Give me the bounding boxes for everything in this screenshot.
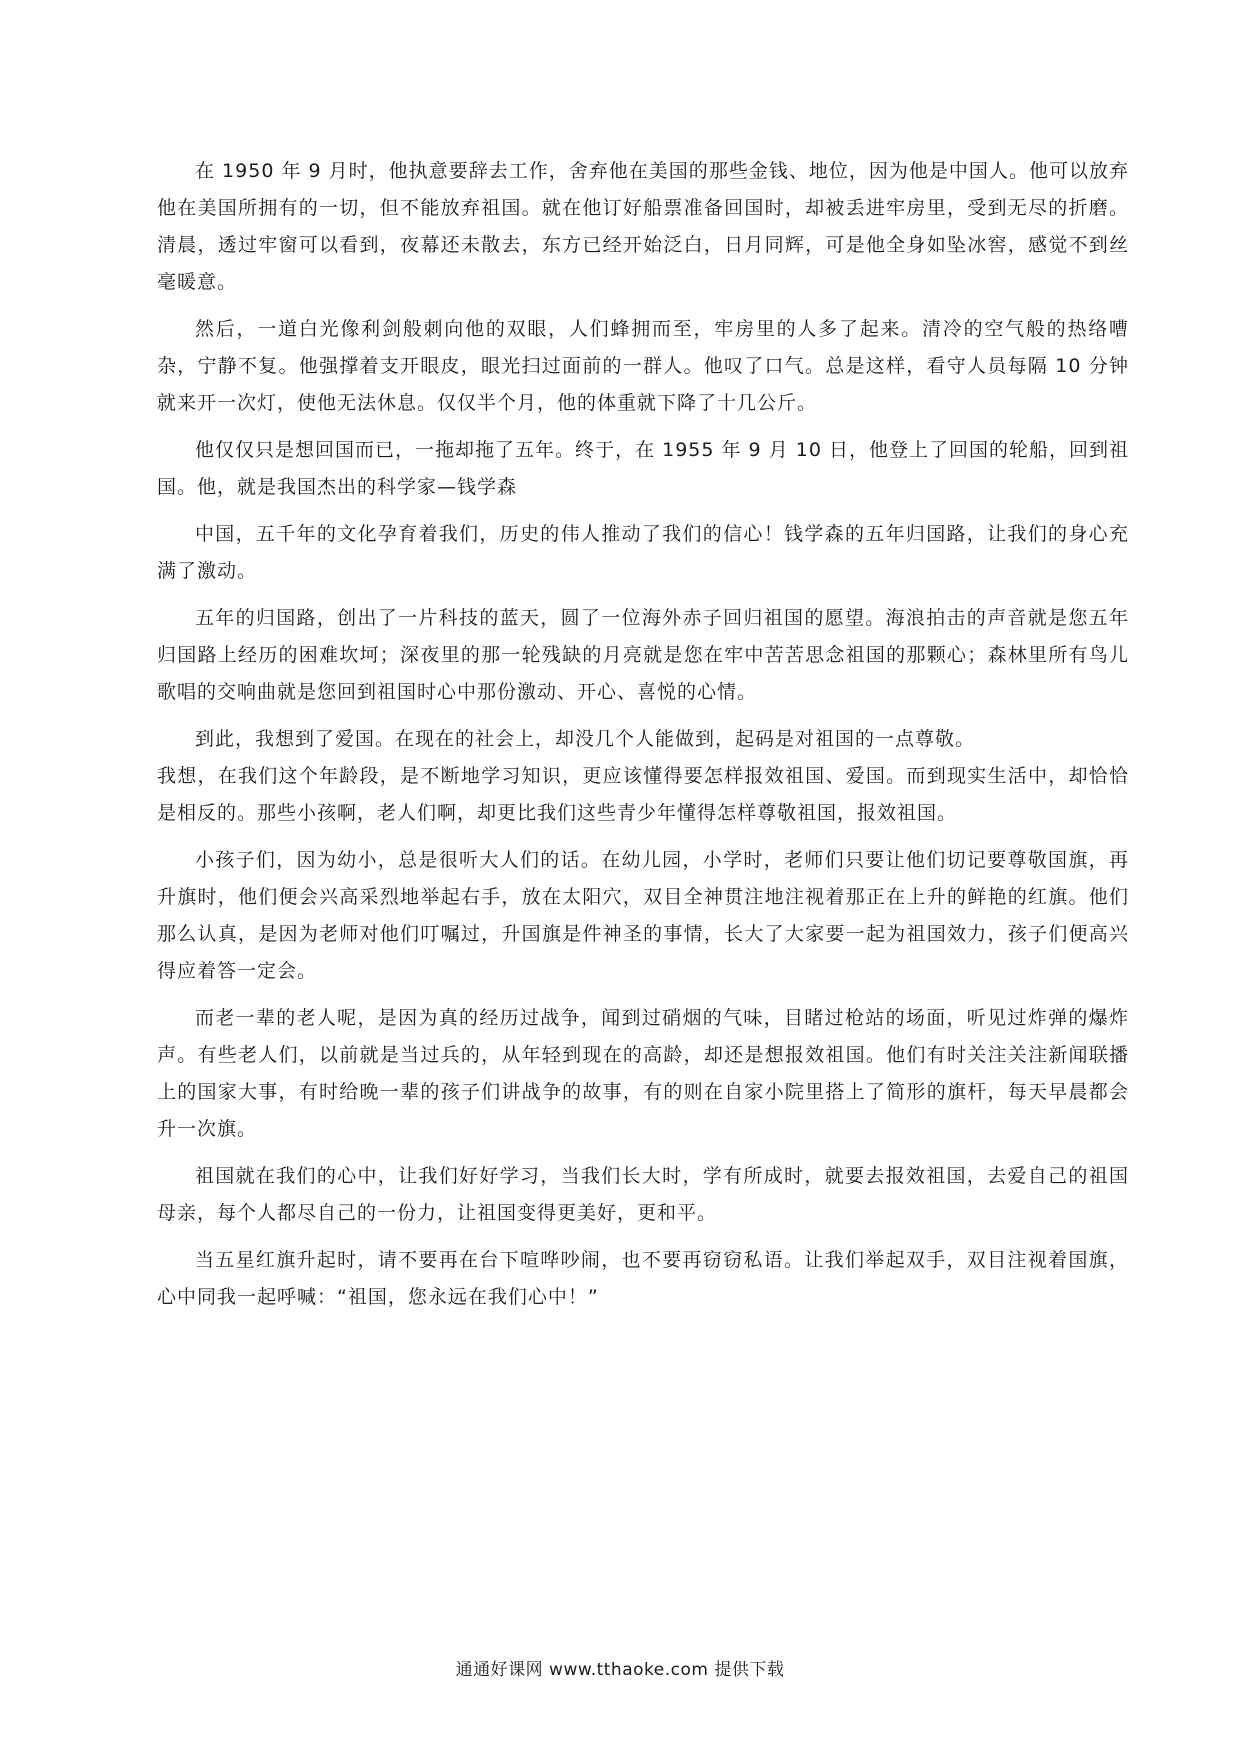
- paragraph: 中国，五千年的文化孕育着我们，历史的伟人推动了我们的信心！钱学森的五年归国路，让我们的身心充满了激动。: [157, 523, 1129, 582]
- paragraph: 然后，一道白光像利剑般刺向他的双眼，人们蜂拥而至，牢房里的人多了起来。清冷的空气般的热络嘈杂，宁静不复。他强撑着支开眼皮，眼光扫过面前的一群人。他叹了口气。总是这样，看守人员每隔 10 分钟就来开一次灯，使他无法休息。仅仅半个月，他的体重就下降了十几公斤。: [157, 318, 1129, 414]
- page-footer: 通通好课网 www.tthaoke.com 提供下载: [455, 1660, 785, 1680]
- paragraph: 而老一辈的老人呢，是因为真的经历过战争，闻到过硝烟的气味，目睹过枪站的场面，听见过炸弹的爆炸声。有些老人们，以前就是当过兵的，从年轻到现在的高龄，却还是想报效祖国。他们有时关注关注新闻联播上的国家大事，有时给晚一辈的孩子们讲战争的故事，有的则在自家小院里搭上了简形的旗杆，每天早晨都会升一次旗。: [157, 1007, 1129, 1140]
- paragraph: 我想，在我们这个年龄段，是不断地学习知识，更应该懂得要怎样报效祖国、爱国。而到现实生活中，却恰恰是相反的。那些小孩啊，老人们啊，却更比我们这些青少年懂得怎样尊敬祖国，报效祖国。: [157, 765, 1129, 824]
- paragraph: 在 1950 年 9 月时，他执意要辞去工作，舍弃他在美国的那些金钱、地位，因为他是中国人。他可以放弃他在美国所拥有的一切，但不能放弃祖国。就在他订好船票准备回国时，却被丢进牢房里，受到无尽的折磨。清晨，透过牢窗可以看到，夜幕还未散去，东方已经开始泛白，日月同辉，可是他全身如坠冰窖，感觉不到丝毫暖意。: [157, 160, 1129, 293]
- paragraph: 小孩子们，因为幼小，总是很听大人们的话。在幼儿园，小学时，老师们只要让他们切记要尊敬国旗，再升旗时，他们便会兴高采烈地举起右手，放在太阳穴，双目全神贯注地注视着那正在上升的鲜艳的红旗。他们那么认真，是因为老师对他们叮嘱过，升国旗是件神圣的事情，长大了大家要一起为祖国效力，孩子们便高兴得应着答一定会。: [157, 849, 1129, 982]
- paragraph: 到此，我想到了爱国。在现在的社会上，却没几个人能做到，起码是对祖国的一点尊敬。: [195, 728, 976, 750]
- paragraph: 他仅仅只是想回国而已，一拖却拖了五年。终于，在 1955 年 9 月 10 日，他登上了回国的轮船，回到祖国。他，就是我国杰出的科学家—钱学森: [157, 439, 1129, 498]
- paragraph: 五年的归国路，创出了一片科技的蓝天，圆了一位海外赤子回归祖国的愿望。海浪拍击的声音就是您五年归国路上经历的困难坎坷；深夜里的那一轮残缺的月亮就是您在牢中苦苦思念祖国的那颗心；森林里所有鸟儿歌唱的交响曲就是您回到祖国时心中那份激动、开心、喜悦的心情。: [157, 607, 1129, 703]
- paragraph: 祖国就在我们的心中，让我们好好学习，当我们长大时，学有所成时，就要去报效祖国，去爱自己的祖国母亲，每个人都尽自己的一份力，让祖国变得更美好，更和平。: [157, 1165, 1129, 1224]
- document-body: [157, 153, 1129, 1326]
- paragraph: 当五星红旗升起时，请不要再在台下喧哗吵闹，也不要再窃窃私语。让我们举起双手，双目注视着国旗，心中同我一起呼喊：“祖国，您永远在我们心中！”: [157, 1249, 1129, 1308]
